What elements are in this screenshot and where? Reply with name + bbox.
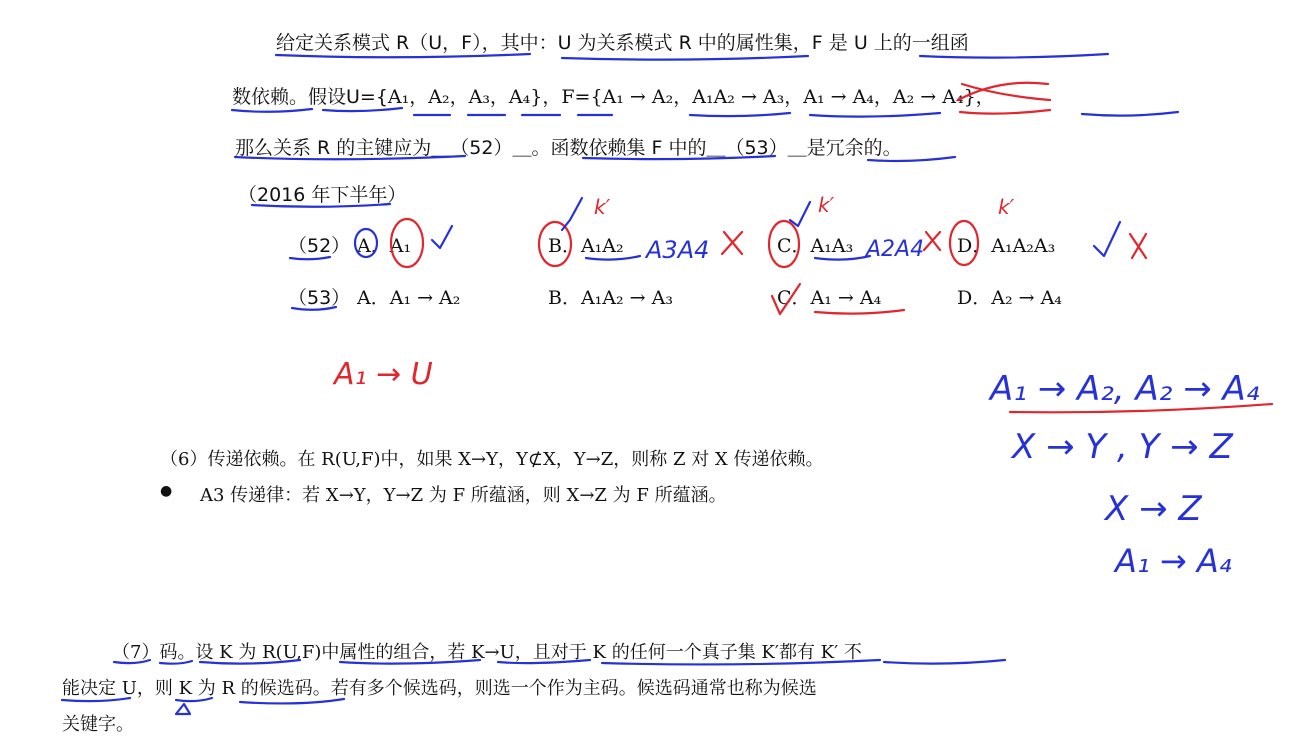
q53-option-a: A．A₁ → A₂ xyxy=(357,287,461,309)
rule-7-line-3: 关键字。 xyxy=(62,714,134,735)
underline-q-line1-b xyxy=(562,56,808,60)
q53-number: （53） xyxy=(288,287,351,309)
underline-q-line3-b xyxy=(583,156,775,159)
underline-rule7-f xyxy=(884,660,1005,664)
circle-q52-b xyxy=(539,222,571,266)
q52-option-c: C．A₁A₃ xyxy=(777,235,854,257)
underline-strike xyxy=(960,110,1050,114)
underline-q-line2-i xyxy=(1082,112,1178,116)
underline-rule7-b xyxy=(200,660,300,664)
underline-q53-number xyxy=(292,307,336,310)
underline-q-line2-a xyxy=(232,109,312,112)
circle-q52-c xyxy=(769,221,799,267)
check-q52-a xyxy=(432,226,452,248)
underline-q-line1-c xyxy=(920,54,1108,58)
underline-rule7-c xyxy=(340,660,480,664)
underline-q-line1-a xyxy=(276,54,530,57)
cross-d xyxy=(1130,234,1146,258)
k-prime-b: k′ xyxy=(594,195,611,219)
underline-q-line2-h xyxy=(810,113,940,117)
derivation-line-3: X → Z xyxy=(1105,489,1202,529)
circle-q52-d xyxy=(950,221,978,265)
check-q52-d xyxy=(1094,222,1120,256)
cross-c xyxy=(924,232,940,250)
q53-option-b: B．A₁A₂ → A₃ xyxy=(548,287,673,309)
underline-q52-number xyxy=(290,257,330,259)
circle-q52-a xyxy=(355,229,377,257)
q52-option-a: A．A₁ xyxy=(357,235,412,257)
underline-rule7-h xyxy=(176,698,212,701)
underline-q-line3-a xyxy=(235,156,465,159)
a3-transitivity-rule: A3 传递律：若 X→Y，Y→Z 为 F 所蕴涵，则 X→Z 为 F 所蕴涵。 xyxy=(200,485,727,506)
k-prime-c: k′ xyxy=(818,193,835,217)
underline-rule7-a xyxy=(160,661,192,664)
underline-rule7-g xyxy=(62,698,130,701)
question-line-2-sets: A₁，A₂，A₃，A₄}，F={A₁ → A₂，A₁A₂ → A₃，A₁ → A₄，A₂ → A₄}， xyxy=(387,86,995,108)
underline-q52-b xyxy=(586,256,640,260)
rule-7-line-1: （7）码。设 K 为 R(U,F)中属性的组合，若 K→U，且对于 K 的任何一个真子集 K′都有 K′ 不 xyxy=(112,642,862,663)
question-line-2-prefix: 数依赖。假设U={ xyxy=(232,86,388,108)
rule-7-line-2: 能决定 U，则 K 为 R 的候选码。若有多个候选码，则选一个作为主码。候选码通常也称为候选 xyxy=(62,678,817,699)
note-b: A3A4 xyxy=(646,236,710,264)
strike-dependency xyxy=(958,83,1050,100)
bullet: ● xyxy=(160,483,173,499)
underline-rule7-d xyxy=(498,660,590,663)
q52-option-d: D．A₁A₂A₃ xyxy=(957,235,1056,257)
underline-q-line2-b xyxy=(323,108,402,111)
note-c: A2A4 xyxy=(866,237,925,262)
derivation-line-4: A₁ → A₄ xyxy=(1115,542,1232,580)
rule-6-transitive-dependency: （6）传递依赖。在 R(U,F)中，如果 X→Y，Y⊄X，Y→Z，则称 Z 对 X 传递依赖。 xyxy=(160,449,824,470)
q52-option-b: B．A₁A₂ xyxy=(548,235,624,257)
q53-option-d: D．A₂ → A₄ xyxy=(957,287,1062,309)
note-key-implies-u: A₁ → U xyxy=(334,357,433,392)
underline-rule7-e xyxy=(602,660,880,664)
underline-q-line2-g xyxy=(690,113,790,116)
q52-number: （52） xyxy=(288,235,351,257)
question-year: （2016 年下半年） xyxy=(238,184,407,206)
derivation-line-2: X → Y , Y → Z xyxy=(1012,427,1233,467)
question-line-3: 那么关系 R 的主键应为＿（52）＿。函数依赖集 F 中的＿（53）＿是冗余的。 xyxy=(235,137,902,159)
underline-q52-c xyxy=(815,256,870,260)
k-prime-d: k′ xyxy=(998,195,1015,219)
underline-q53-c xyxy=(815,310,904,314)
question-line-1: 给定关系模式 R（U，F），其中：U 为关系模式 R 中的属性集，F 是 U 上的一组函 xyxy=(276,32,969,54)
underline-rule7-num xyxy=(114,660,150,663)
cross-b xyxy=(722,232,742,254)
derivation-line-1: A₁ → A₂, A₂ → A₄ xyxy=(990,369,1260,409)
q53-option-c: C．A₁ → A₄ xyxy=(777,287,882,309)
check-q52-c xyxy=(790,202,810,226)
underline-year xyxy=(252,204,390,207)
circle-q52-a1 xyxy=(391,219,423,267)
underline-q-line3-c xyxy=(868,157,955,161)
check-q53-c xyxy=(772,284,800,314)
triangle-mark xyxy=(176,704,190,714)
check-q52-b xyxy=(562,198,582,230)
underline-rule7-i xyxy=(240,699,344,703)
